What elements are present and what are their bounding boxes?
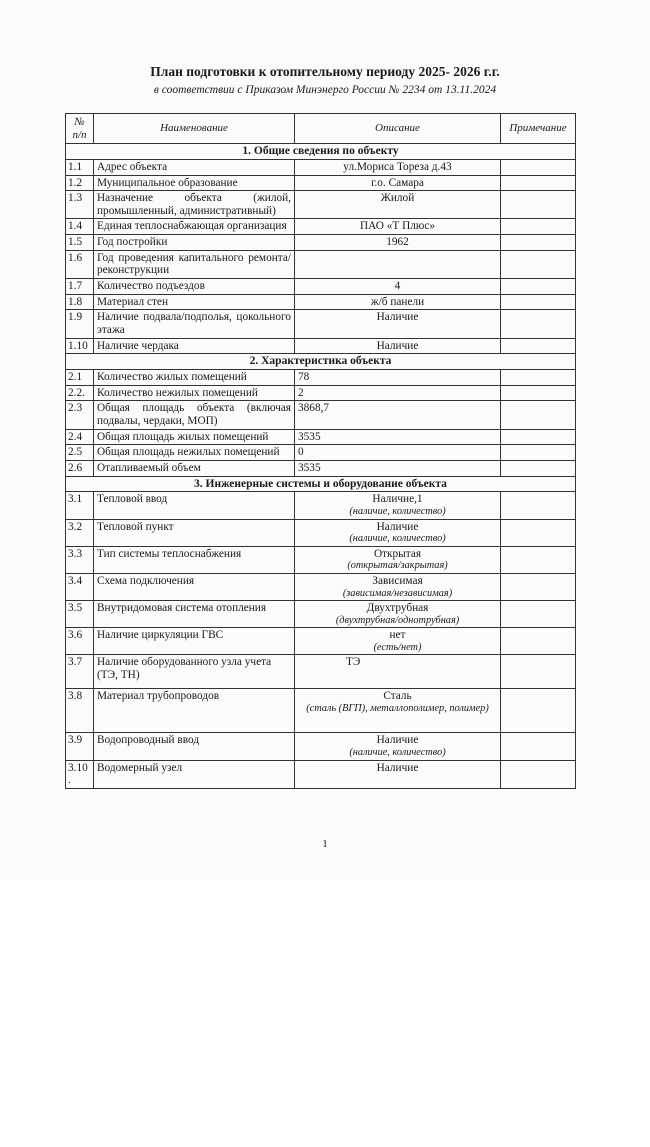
row-note <box>501 628 576 655</box>
row-name: Назначение объекта (жилой, промышленный, административный) <box>94 191 295 219</box>
row-desc: Жилой <box>295 191 501 219</box>
page-number: 1 <box>322 838 328 850</box>
row-name: Единая теплоснабжающая организация <box>94 219 295 235</box>
table-row <box>66 445 576 461</box>
row-hint: (наличие, количество) <box>349 747 446 759</box>
row-note <box>501 370 576 386</box>
row-desc: Наличие <box>295 310 501 338</box>
row-desc: 2 <box>295 385 501 401</box>
row-name: Год постройки <box>94 235 295 251</box>
section-title: 2. Характеристика объекта <box>66 354 576 370</box>
row-num: 1.5 <box>66 235 94 251</box>
row-num: 3.1 <box>66 492 94 519</box>
row-num: 2.3 <box>66 401 94 429</box>
row-hint: (открытая/закрытая) <box>347 560 448 572</box>
row-num: 1.1 <box>66 159 94 175</box>
row-desc <box>295 546 501 573</box>
table-row <box>66 460 576 476</box>
table-row <box>66 191 576 219</box>
row-value: нет <box>389 629 406 642</box>
section-title: 3. Инженерные системы и оборудование объекта <box>66 476 576 492</box>
row-hint: (сталь (ВГП), металлополимер, полимер) <box>306 703 489 715</box>
row-note <box>501 655 576 689</box>
table-row <box>66 519 576 546</box>
table-row <box>66 235 576 251</box>
row-value: Зависимая <box>372 574 423 587</box>
table-row <box>66 159 576 175</box>
row-value: ТЭ <box>346 656 361 669</box>
row-desc <box>295 601 501 628</box>
section-1-row <box>66 144 576 160</box>
row-desc: 1962 <box>295 235 501 251</box>
row-note <box>501 445 576 461</box>
row-name: Внутридомовая система отопления <box>94 601 295 628</box>
row-name: Количество нежилых помещений <box>94 385 295 401</box>
row-num: 2.4 <box>66 429 94 445</box>
row-note <box>501 760 576 788</box>
row-hint: (двухтрубная/однотрубная) <box>335 614 460 626</box>
table-row <box>66 401 576 429</box>
section-title: 1. Общие сведения по объекту <box>66 144 576 160</box>
row-desc <box>295 628 501 655</box>
row-note <box>501 385 576 401</box>
table-row <box>66 733 576 760</box>
row-name: Общая площадь жилых помещений <box>94 429 295 445</box>
row-name: Отапливаемый объем <box>94 460 295 476</box>
row-note <box>501 159 576 175</box>
row-note <box>501 460 576 476</box>
table-row <box>66 689 576 733</box>
table-row <box>66 601 576 628</box>
row-num: 2.6 <box>66 460 94 476</box>
row-note <box>501 279 576 295</box>
row-value: Наличие <box>376 734 419 747</box>
row-num: 3.10 . <box>66 760 94 788</box>
row-num: 1.2 <box>66 175 94 191</box>
row-value: Сталь <box>383 690 412 703</box>
row-name: Наличие циркуляции ГВС <box>94 628 295 655</box>
row-num: 1.10 <box>66 338 94 354</box>
row-desc <box>295 573 501 600</box>
row-desc <box>295 492 501 519</box>
row-note <box>501 235 576 251</box>
table-row <box>66 279 576 295</box>
row-name: Водомерный узел <box>94 760 295 788</box>
row-desc: 4 <box>295 279 501 295</box>
row-num: 3.4 <box>66 573 94 600</box>
row-num: 1.7 <box>66 279 94 295</box>
row-note <box>501 492 576 519</box>
row-note <box>501 601 576 628</box>
row-num: 3.5 <box>66 601 94 628</box>
row-num: 3.7 <box>66 655 94 689</box>
row-name: Тепловой ввод <box>94 492 295 519</box>
header-num: № п/п <box>66 114 94 144</box>
row-note <box>501 294 576 310</box>
row-value: Наличие <box>376 761 419 774</box>
row-note <box>501 401 576 429</box>
row-desc <box>295 689 501 733</box>
row-name: Адрес объекта <box>94 159 295 175</box>
row-name: Тепловой пункт <box>94 519 295 546</box>
row-note <box>501 310 576 338</box>
row-name: Материал трубопроводов <box>94 689 295 733</box>
row-name: Год проведения капитального ремонта/реконструкции <box>94 250 295 278</box>
row-value: Наличие,1 <box>372 493 423 506</box>
row-desc: Наличие <box>295 338 501 354</box>
row-note <box>501 689 576 733</box>
row-desc: 3535 <box>295 460 501 476</box>
row-name: Наличие подвала/подполья, цокольного этажа <box>94 310 295 338</box>
row-hint: (зависимая/независимая) <box>342 587 453 599</box>
row-num: 1.9 <box>66 310 94 338</box>
header-name: Наименование <box>94 114 295 144</box>
row-num: 2.5 <box>66 445 94 461</box>
row-name: Наличие оборудованного узла учета (ТЭ, ТН) <box>94 655 295 689</box>
row-name: Общая площадь объекта (включая подвалы, чердаки, МОП) <box>94 401 295 429</box>
row-name: Муниципальное образование <box>94 175 295 191</box>
row-desc: г.о. Самара <box>295 175 501 191</box>
table-row <box>66 492 576 519</box>
table-row <box>66 310 576 338</box>
row-hint: (есть/нет) <box>373 641 422 653</box>
row-desc: 3868,7 <box>295 401 501 429</box>
table-row <box>66 250 576 278</box>
table-row <box>66 546 576 573</box>
row-name: Количество подъездов <box>94 279 295 295</box>
row-name: Водопроводный ввод <box>94 733 295 760</box>
row-num: 3.3 <box>66 546 94 573</box>
row-hint: (наличие, количество) <box>349 506 446 518</box>
document-title: План подготовки к отопительному периоду 2025- 2026 г.г. <box>150 64 500 79</box>
row-num: 1.4 <box>66 219 94 235</box>
header-note: Примечание <box>501 114 576 144</box>
row-name: Схема подключения <box>94 573 295 600</box>
row-name: Наличие чердака <box>94 338 295 354</box>
table-row <box>66 219 576 235</box>
row-note <box>501 191 576 219</box>
row-desc: ул.Мориса Тореза д.43 <box>295 159 501 175</box>
row-num: 2.1 <box>66 370 94 386</box>
row-desc: ж/б панели <box>295 294 501 310</box>
row-note <box>501 429 576 445</box>
row-note <box>501 338 576 354</box>
table-row <box>66 429 576 445</box>
row-value: Открытая <box>373 547 422 560</box>
row-note <box>501 250 576 278</box>
row-note <box>501 733 576 760</box>
table-row <box>66 655 576 689</box>
row-value: Наличие <box>376 520 419 533</box>
row-desc: 0 <box>295 445 501 461</box>
row-desc <box>295 760 501 788</box>
table-header-row <box>66 114 576 144</box>
row-note <box>501 546 576 573</box>
row-desc <box>295 733 501 760</box>
table-row <box>66 760 576 788</box>
table-row <box>66 338 576 354</box>
row-note <box>501 219 576 235</box>
row-hint: (наличие, количество) <box>349 533 446 545</box>
row-name: Тип системы теплоснабжения <box>94 546 295 573</box>
table-row <box>66 294 576 310</box>
row-name: Количество жилых помещений <box>94 370 295 386</box>
row-num: 1.8 <box>66 294 94 310</box>
row-num: 3.8 <box>66 689 94 733</box>
row-num: 1.6 <box>66 250 94 278</box>
row-num: 3.9 <box>66 733 94 760</box>
row-name: Общая площадь нежилых помещений <box>94 445 295 461</box>
table-row <box>66 175 576 191</box>
row-desc <box>295 250 501 278</box>
row-note <box>501 175 576 191</box>
row-value: Двухтрубная <box>366 602 429 615</box>
section-3-row <box>66 476 576 492</box>
document-subtitle: в соответствии с Приказом Минэнерго России № 2234 от 13.11.2024 <box>153 84 497 96</box>
row-num: 3.6 <box>66 628 94 655</box>
row-desc: 3535 <box>295 429 501 445</box>
table-row <box>66 385 576 401</box>
section-2-row <box>66 354 576 370</box>
row-note <box>501 519 576 546</box>
header-desc: Описание <box>295 114 501 144</box>
row-num: 2.2. <box>66 385 94 401</box>
plan-table <box>65 113 576 789</box>
row-desc <box>295 519 501 546</box>
table-row <box>66 573 576 600</box>
row-num: 3.2 <box>66 519 94 546</box>
table-row <box>66 370 576 386</box>
row-name: Материал стен <box>94 294 295 310</box>
row-desc <box>295 655 501 689</box>
table-row <box>66 628 576 655</box>
row-note <box>501 573 576 600</box>
row-desc: ПАО «Т Плюс» <box>295 219 501 235</box>
row-num: 1.3 <box>66 191 94 219</box>
row-desc: 78 <box>295 370 501 386</box>
